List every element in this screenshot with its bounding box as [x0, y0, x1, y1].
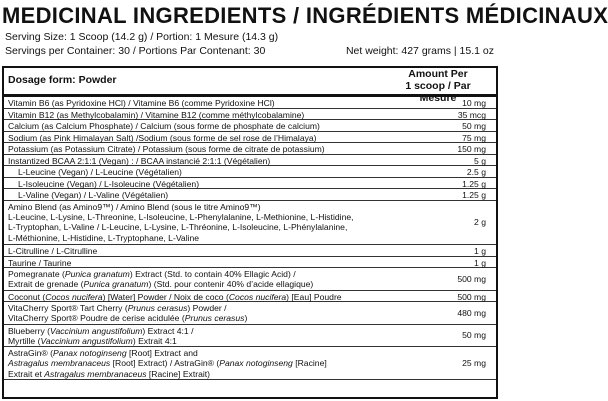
- ingredient-line: Taurine / Taurine: [8, 257, 72, 268]
- table-row: [4, 257, 496, 269]
- ingredient-name: [18, 167, 418, 177]
- ingredient-amount: 2 g: [474, 217, 486, 228]
- ingredient-amount: 25 mg: [462, 357, 486, 368]
- ingredient-name: [18, 179, 418, 189]
- ingredient-name: [8, 133, 408, 143]
- ingredient-amount: 50 mg: [462, 121, 486, 131]
- table-row: [4, 268, 496, 291]
- ingredient-line: L-Méthionine, L-Histidine, L-Tryptophane, L-Valine: [8, 232, 200, 243]
- ingredient-line: AstraGin® (Panax notoginseng [Root] Extract and: [8, 348, 198, 358]
- ingredient-line: Calcium (as Calcium Phosphate) / Calcium (sous forme de phosphate de calcium): [8, 121, 320, 131]
- table-row: [4, 155, 496, 167]
- ingredient-name: [8, 144, 408, 154]
- table-row: [4, 166, 496, 178]
- ingredient-line: L-Isoleucine (Vegan) / L-Isoleucine (Végétalien): [18, 178, 200, 189]
- ingredient-rows: [4, 97, 496, 380]
- ingredient-name: [8, 98, 408, 108]
- ingredient-line: L-Citrulline / L-Citrulline: [8, 246, 98, 256]
- amount-header-line-1: Amount Per: [408, 68, 468, 80]
- table-row: [4, 291, 496, 303]
- table-row: [4, 302, 496, 325]
- panel-title: MEDICINAL INGREDIENTS / INGRÉDIENTS MÉDICINAUX: [2, 3, 608, 28]
- table-row: [4, 132, 496, 144]
- table-row: [4, 189, 496, 201]
- ingredient-amount: 150 mg: [457, 144, 486, 154]
- table-row: [4, 201, 496, 246]
- table-row: [4, 347, 496, 380]
- ingredient-amount: 1 g: [474, 246, 486, 256]
- table-row: [4, 109, 496, 121]
- ingredient-name: [8, 292, 408, 302]
- ingredient-line: Potassium (as Potassium Citrate) / Potassium (sous forme de citrate de potassium): [8, 144, 325, 154]
- amount-header-line-2: 1 scoop / Par Mesure: [405, 80, 471, 104]
- ingredient-line: Blueberry (Vaccinium angustifolium) Extract 4:1 /: [8, 325, 194, 336]
- ingredient-amount: 1.25 g: [462, 178, 486, 189]
- ingredient-line: Vitamin B12 (as Methylcobalamin) / Vitamine B12 (comme méthylcobalamine): [8, 109, 305, 120]
- ingredient-line: Extrait et Astragalus membranaceus [Racine] Extrait): [8, 368, 211, 379]
- ingredient-name: [8, 258, 408, 268]
- table-row: [4, 120, 496, 132]
- ingredient-line: Extrait de grenade (Punica granatum) (Std. pour contenir 40% d’acide ellagique): [8, 279, 314, 290]
- ingredient-name: [8, 303, 408, 324]
- ingredient-amount: 500 mg: [457, 291, 486, 302]
- ingredient-name: [8, 348, 408, 379]
- table-row: [4, 97, 496, 109]
- ingredient-line: VitaCherry Sport® Tart Cherry (Prunus cerasus) Powder /: [8, 303, 227, 313]
- ingredient-amount: 75 mg: [462, 132, 486, 143]
- ingredients-table: [2, 66, 498, 399]
- ingredient-line: Astragalus membranaceus [Root] Extract) / AstraGin® (Panax notoginseng [Racine]: [8, 358, 327, 369]
- ingredient-line: VitaCherry Sport® Poudre de cerise acidulée (Prunus cerasus): [8, 313, 248, 324]
- table-row: [4, 325, 496, 348]
- ingredient-line: L-Leucine (Vegan) / L-Leucine (Végétalien): [18, 167, 182, 177]
- ingredient-name: [8, 156, 408, 166]
- ingredient-name: [8, 326, 408, 347]
- servings-per-container: Servings per Container: 30 / Portions Par Contenant: 30: [5, 45, 266, 57]
- ingredient-amount: 50 mg: [462, 330, 486, 341]
- ingredient-line: Pomegranate (Punica granatum) Extract (Std. to contain 40% Ellagic Acid) /: [8, 269, 296, 279]
- ingredient-line: L-Valine (Vegan) / L-Valine (Végétalien): [18, 190, 169, 200]
- ingredient-line: Amino Blend (as Amino9™) / Amino Blend (sous le titre Amino9™): [8, 201, 261, 212]
- table-row: [4, 178, 496, 190]
- table-row: [4, 143, 496, 155]
- ingredient-amount: 480 mg: [457, 307, 486, 318]
- ingredient-amount: 10 mg: [462, 98, 486, 108]
- ingredient-name: [8, 110, 408, 120]
- ingredient-line: Vitamin B6 (as Pyridoxine HCl) / Vitamine B6 (comme Pyridoxine HCl): [8, 98, 275, 108]
- ingredient-line: Myrtille (Vaccinium angustifolium) Extrait 4:1: [8, 335, 177, 346]
- ingredient-line: Coconut (Cocos nucifera) [Water] Powder / Noix de coco (Cocos nucifera) [Eau] Poudre: [8, 291, 342, 302]
- ingredient-name: [8, 121, 408, 131]
- ingredient-line: L-Leucine, L-Lysine, L-Threonine, L-Isoleucine, L-Phenylalanine, L-Methionine, L-Histidine,: [8, 211, 354, 222]
- serving-size: Serving Size: 1 Scoop (14.2 g) / Portion: 1 Mesure (14.3 g): [5, 31, 279, 43]
- ingredient-line: Instantized BCAA 2:1:1 (Vegan) : / BCAA instancié 2:1:1 (Végétalien): [8, 155, 271, 166]
- ingredient-line: L-Tryptophan, L-Valine / L-Leucine, L-Lysine, L-Thréonine, L-Isoleucine, L-Phénylalanine,: [8, 222, 348, 233]
- ingredient-amount: 2.5 g: [466, 167, 486, 177]
- ingredient-amount: 35 mcg: [457, 109, 486, 120]
- ingredient-name: [8, 202, 408, 244]
- ingredient-amount: 1.25 g: [462, 190, 486, 200]
- table-row: [4, 245, 496, 257]
- ingredient-amount: 1 g: [474, 257, 486, 268]
- ingredient-name: [8, 246, 408, 256]
- dosage-form: Dosage form: Powder: [8, 74, 117, 86]
- ingredient-amount: 500 mg: [457, 273, 486, 284]
- net-weight: Net weight: 427 grams | 15.1 oz: [345, 45, 494, 57]
- ingredient-line: Sodium (as Pink Himalayan Salt) /Sodium (sous forme de sel rose de l’Himalaya): [8, 132, 317, 143]
- ingredient-name: [8, 269, 408, 290]
- ingredient-amount: 5 g: [474, 155, 486, 166]
- ingredient-name: [18, 190, 418, 200]
